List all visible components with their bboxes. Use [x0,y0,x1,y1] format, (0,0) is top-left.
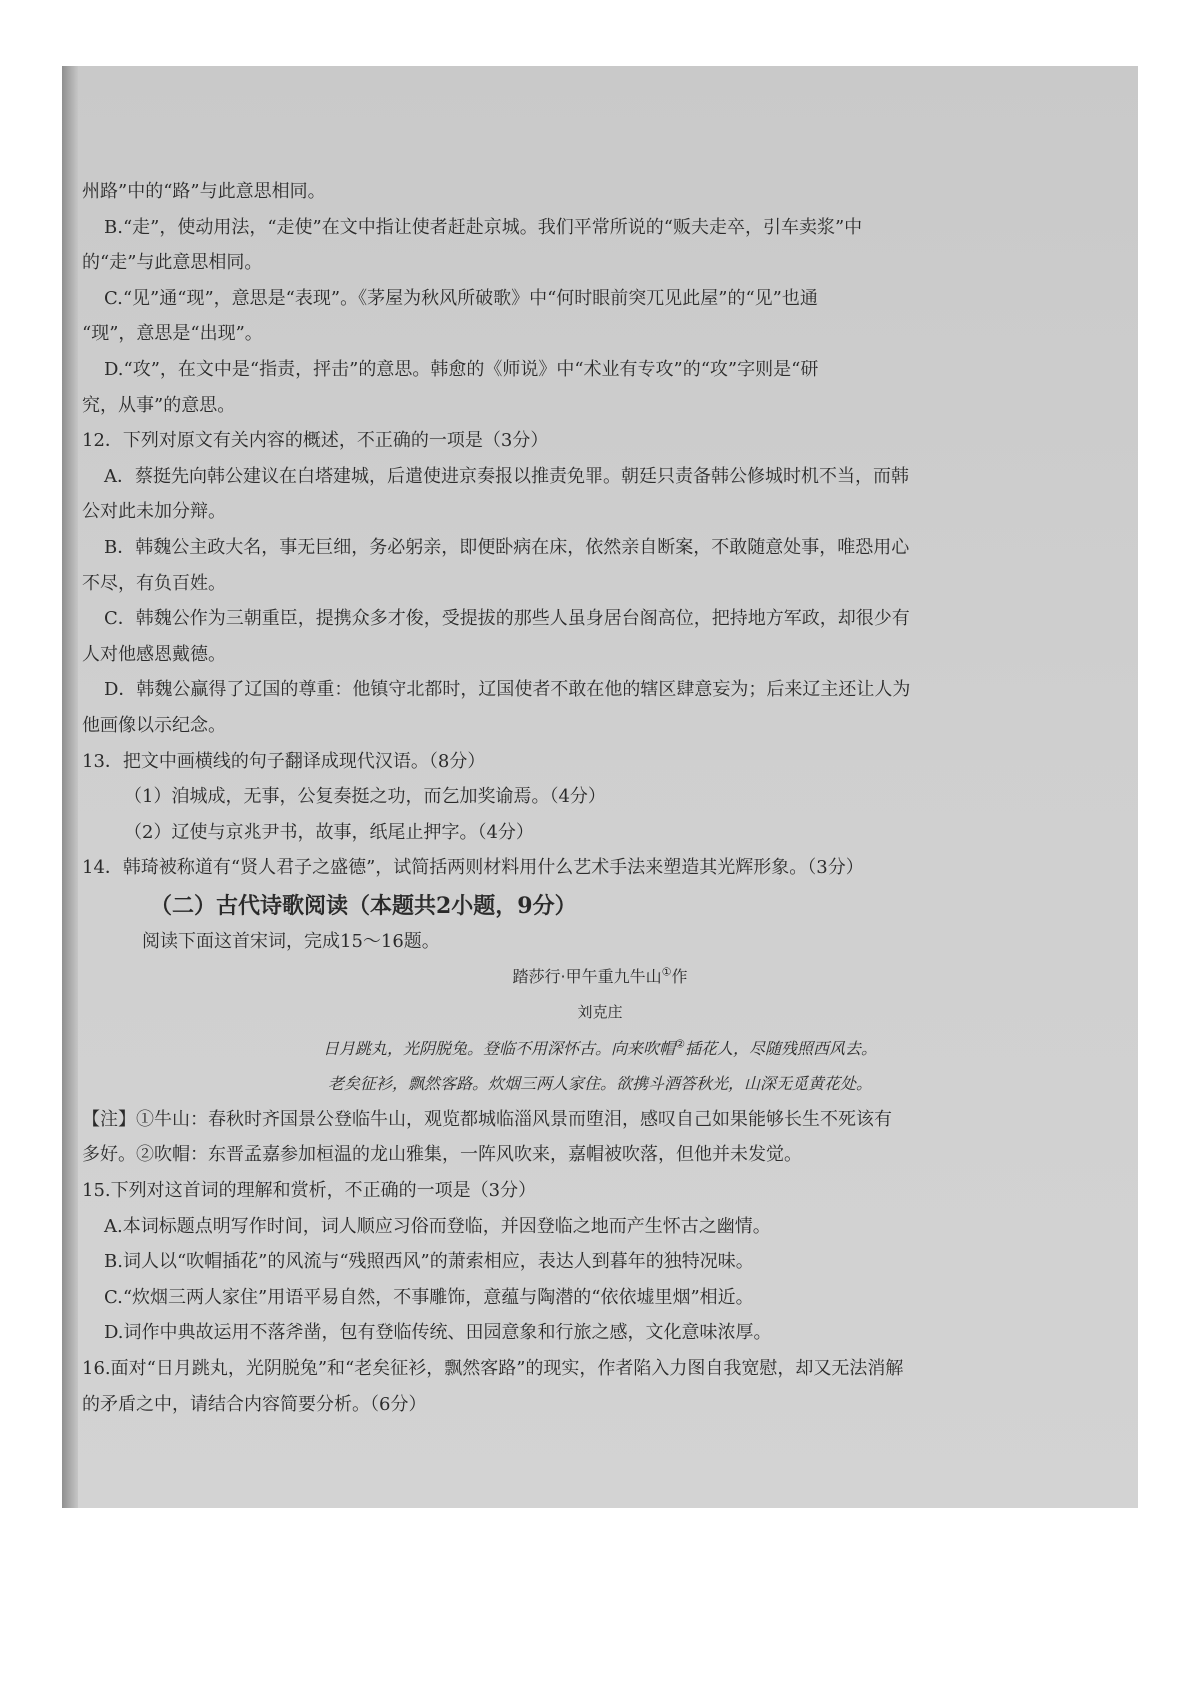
text-line: 人对他感恩戴德。 [82,643,226,665]
text-line: 究，从事”的意思。 [82,394,236,416]
text-line: B.“走”，使动用法，“走使”在文中指让使者赶赴京城。我们平常所说的“贩夫走卒，引车卖浆”中 [104,216,863,238]
text-line: 15.下列对这首词的理解和赏析，不正确的一项是（3分） [82,1180,537,1202]
poem-author: 刘克庄 [577,1003,623,1022]
text-line: C．韩魏公作为三朝重臣，提携众多才俊，受提拔的那些人虽身居台阁高位，把持地方军政，却很少有 [104,608,910,630]
poem-title-note-mark: ① [661,966,672,980]
text-line: 的矛盾之中，请结合内容简要分析。（6分） [82,1393,427,1415]
text-line: 16.面对“日月跳丸，光阴脱兔”和“老矣征衫，飘然客路”的现实，作者陷入力图自我宽慰，却又无法消解 [82,1358,904,1379]
section-title: （二）古代诗歌阅读（本题共2小题，9分） [150,892,577,919]
text-line: 不尽，有负百姓。 [82,572,226,594]
poem-line-2: 老矣征衫，飘然客路。炊烟三两人家住。欲携斗酒答秋光，山深无觅黄花处。 [327,1074,872,1094]
poem-title [82,959,1118,995]
text-line: 的“走”与此意思相同。 [82,252,263,274]
question-lines-top [82,174,1118,886]
poem-title-suffix: 作 [671,967,688,987]
text-line: C.“见”通“现”，意思是“表现”。《茅屋为秋风所破歌》中“何时眼前突兀见此屋”的“见”也通 [104,287,818,309]
text-line: （2）辽使与京兆尹书，故事，纸尾止押字。（4分） [124,821,534,843]
page-edge-shadow [62,66,78,1508]
poem-line-1a: 日月跳丸，光阴脱兔。登临不用深怀古。向来吹帽 [323,1038,676,1058]
text-line: （1）洎城成，无事，公复奏挺之功，而乞加奖谕焉。（4分） [124,786,606,808]
text-line: B.词人以“吹帽插花”的风流与“残照西风”的萧索相应，表达人到暮年的独特况味。 [104,1251,754,1273]
text-line: A.本词标题点明写作时间，词人顺应习俗而登临，并因登临之地而产生怀古之幽情。 [104,1215,771,1237]
exam-content [82,174,1118,1422]
photographed-exam-page [62,66,1138,1508]
text-line: D.“攻”，在文中是“指责，抨击”的意思。韩愈的《师说》中“术业有专攻”的“攻”字则是“研 [104,358,819,380]
text-line: 公对此未加分辩。 [82,501,226,523]
text-line: D．韩魏公赢得了辽国的尊重：他镇守北都时，辽国使者不敢在他的辖区肆意妄为；后来辽主还让人为 [104,679,911,701]
poem-title-text: 踏莎行·甲午重九牛山 [512,967,662,987]
text-line: 他画像以示纪念。 [82,714,226,736]
poem-line-1 [82,1031,1118,1067]
text-line: 州路”中的“路”与此意思相同。 [82,181,326,202]
poem-line-1-note-mark: ② [675,1037,685,1051]
text-line: C.“炊烟三两人家住”用语平易自然，不事雕饰，意蕴与陶潜的“依依墟里烟”相近。 [104,1286,754,1308]
section-intro: 阅读下面这首宋词，完成15～16题。 [142,930,440,952]
text-line: 14．韩琦被称道有“贤人君子之盛德”，试简括两则材料用什么艺术手法来塑造其光辉形象。（3分） [82,857,864,879]
text-line: 12．下列对原文有关内容的概述，不正确的一项是（3分） [82,430,549,452]
poem-line-1b: 插花人，尽随残照西风去。 [684,1038,877,1058]
question-lines-bottom [82,1102,1118,1422]
text-line: 13．把文中画横线的句子翻译成现代汉语。（8分） [82,750,486,772]
text-line: A．蔡挺先向韩公建议在白塔建城，后遣使进京奏报以推责免罪。朝廷只责备韩公修城时机不当，而韩 [104,465,909,487]
text-line: 【注】①牛山：春秋时齐国景公登临牛山，观览都城临淄风景而堕泪，感叹自己如果能够长生不死该有 [82,1108,892,1130]
text-line: “现”，意思是“出现”。 [82,323,263,345]
text-line: B．韩魏公主政大名，事无巨细，务必躬亲，即便卧病在床，依然亲自断案，不敢随意处事，唯恐用心 [104,536,910,558]
text-line: 多好。②吹帽：东晋孟嘉参加桓温的龙山雅集，一阵风吹来，嘉帽被吹落，但他并未发觉。 [82,1144,802,1166]
text-line: D.词作中典故运用不落斧凿，包有登临传统、田园意象和行旅之感，文化意味浓厚。 [104,1322,772,1344]
